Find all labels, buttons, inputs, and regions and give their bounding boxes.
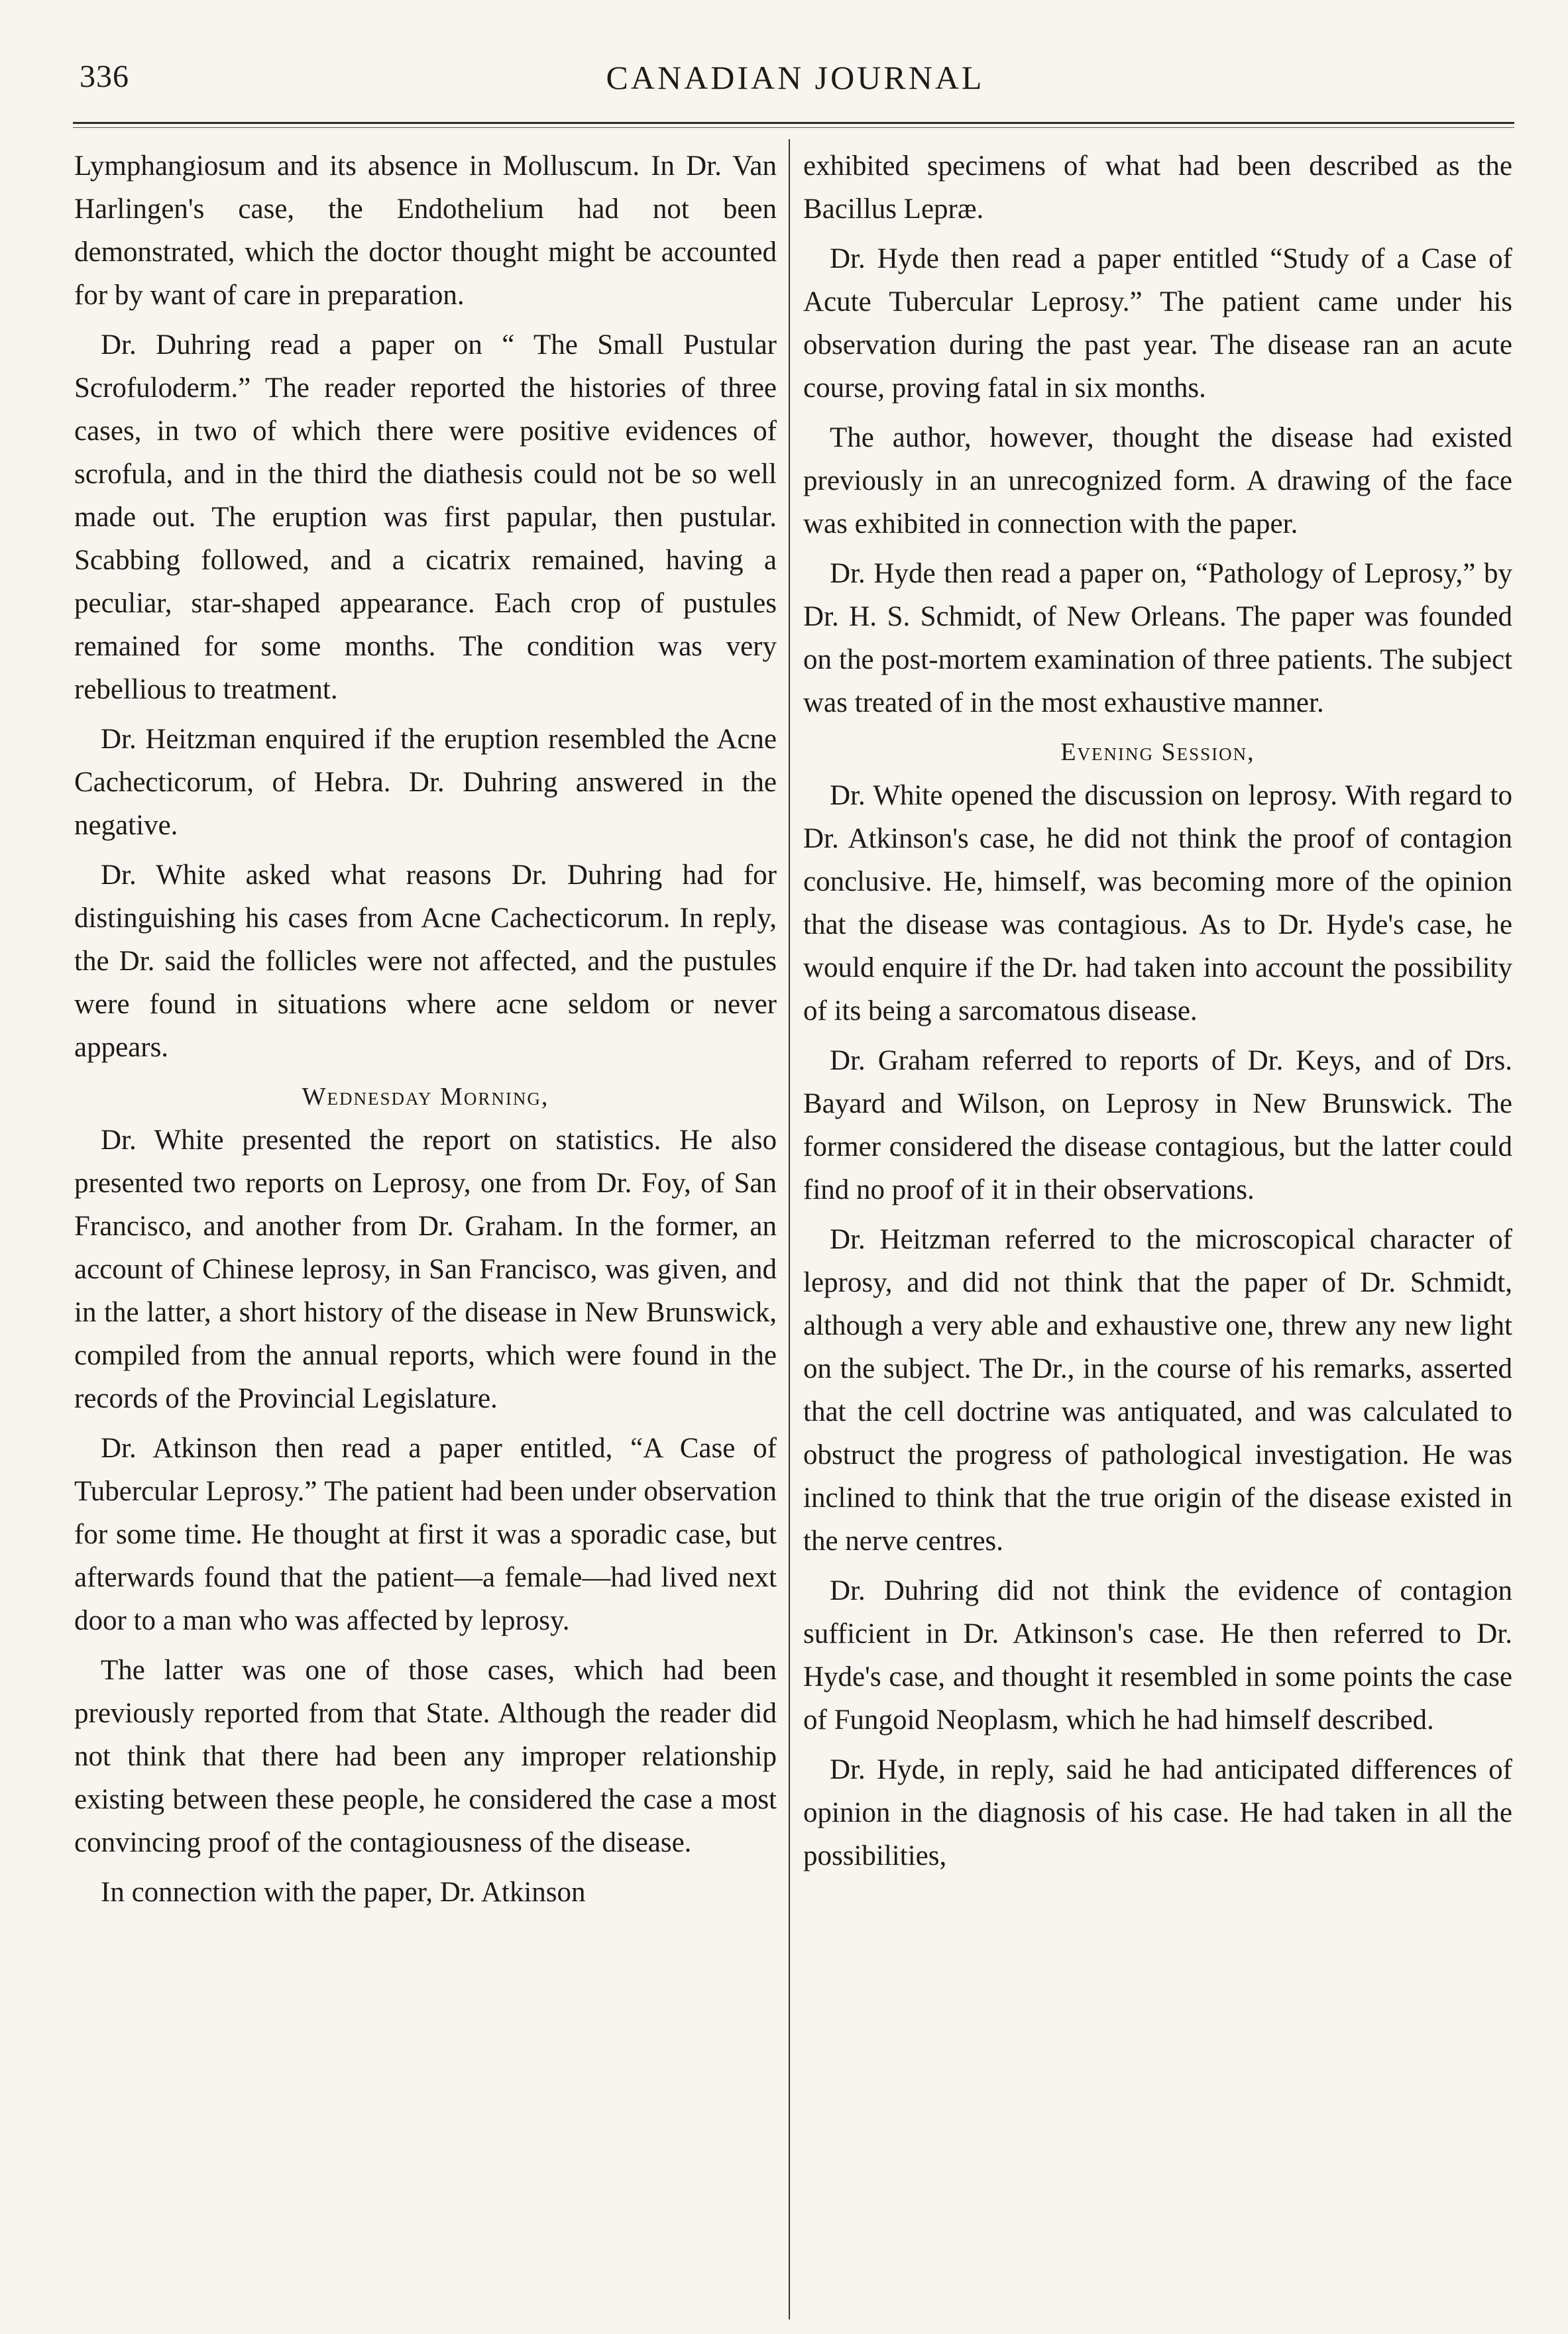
section-heading: Evening Session, bbox=[1060, 738, 1255, 766]
paragraph: The author, however, thought the disease had existed previously in an unrecognized form. A drawing of the face was exhibited in connection with the paper. bbox=[803, 422, 1512, 539]
paragraph: Dr. Atkinson then read a paper entitled, “A Case of Tubercular Leprosy.” The patient had been under observation for some time. He thought at first it was a sporadic case, but afterwards found that the patient—a female—had lived next door to a man who was affected by leprosy. bbox=[74, 1433, 777, 1636]
left-column bbox=[74, 144, 777, 2318]
paragraph: Dr. White opened the discussion on leprosy. With regard to Dr. Atkinson's case, he did not think the proof of contagion conclusive. He, himself, was becoming more of the opinion that the disease was contagious. As to Dr. Hyde's case, he would enquire if the Dr. had taken into account the possibility of its being a sarcomatous disease. bbox=[803, 780, 1512, 1027]
page-header bbox=[80, 58, 1511, 111]
paragraph: Dr. White presented the report on statistics. He also presented two reports on Leprosy, one from Dr. Foy, of San Francisco, and another from Dr. Graham. In the former, an account of Chinese leprosy, in San Francisco, was given, and in the latter, a short history of the disease in New Brunswick, compiled from the annual reports, which were found in the records of the Provincial Legislature. bbox=[74, 1125, 777, 1414]
paragraph: Dr. Heitzman enquired if the eruption resembled the Acne Cachecticorum, of Hebra. Dr. Duhring answered in the negative. bbox=[74, 724, 777, 841]
paragraph: Lymphangiosum and its absence in Molluscum. In Dr. Van Harlingen's case, the Endothelium had not been demonstrated, which the doctor thought might be accounted for by want of care in preparation. bbox=[74, 150, 777, 311]
paragraph: exhibited specimens of what had been described as the Bacillus Lepræ. bbox=[803, 150, 1512, 225]
paragraph: Dr. Graham referred to reports of Dr. Keys, and of Drs. Bayard and Wilson, on Leprosy in New Brunswick. The former considered the disease contagious, but the latter could find no proof of it in their observations. bbox=[803, 1045, 1512, 1205]
column-divider bbox=[789, 139, 790, 2319]
paragraph: The latter was one of those cases, which had been previously reported from that State. Although the reader did not think that there had been any improper relationship existing between these people, he considered the case a most convincing proof of the contagiousness of the disease. bbox=[74, 1655, 777, 1858]
header-rule-thin bbox=[73, 127, 1514, 128]
paragraph: Dr. Heitzman referred to the microscopical character of leprosy, and did not think that the paper of Dr. Schmidt, although a very able and exhaustive one, threw any new light on the subject. The Dr., in the course of his remarks, asserted that the cell doctrine was antiquated, and was calculated to obstruct the progress of pathological investigation. He was inclined to think that the true origin of the disease existed in the nerve centres. bbox=[803, 1224, 1512, 1557]
paragraph: Dr. Duhring read a paper on “ The Small Pustular Scrofuloderm.” The reader reported the histories of three cases, in two of which there were positive evidences of scrofula, and in the third the diathesis could not be so well made out. The eruption was first papular, then pustular. Scabbing followed, and a cicatrix remained, having a peculiar, star-shaped appearance. Each crop of pustules remained for some months. The condition was very rebellious to treatment. bbox=[74, 329, 777, 705]
running-title: CANADIAN JOURNAL bbox=[606, 59, 985, 96]
paragraph: Dr. Hyde, in reply, said he had anticipated differences of opinion in the diagnosis of his case. He had taken in all the possibilities, bbox=[803, 1754, 1512, 1871]
paragraph: Dr. Hyde then read a paper entitled “Study of a Case of Acute Tubercular Leprosy.” The patient came under his observation during the past year. The disease ran an acute course, proving fatal in six months. bbox=[803, 243, 1512, 404]
right-column bbox=[803, 144, 1512, 2318]
page-number: 336 bbox=[80, 59, 129, 94]
paragraph: Dr. White asked what reasons Dr. Duhring had for distinguishing his cases from Acne Cachecticorum. In reply, the Dr. said the follicles were not affected, and the pustules were found in situations where acne seldom or never appears. bbox=[74, 860, 777, 1063]
paragraph: Dr. Duhring did not think the evidence of contagion sufficient in Dr. Atkinson's case. He then referred to Dr. Hyde's case, and thought it resembled in some points the case of Fungoid Neoplasm, which he had himself described. bbox=[803, 1575, 1512, 1736]
header-rule bbox=[73, 122, 1514, 124]
paragraph: In connection with the paper, Dr. Atkinson bbox=[101, 1877, 586, 1908]
section-heading: Wednesday Morning, bbox=[302, 1083, 549, 1111]
paragraph: Dr. Hyde then read a paper on, “Pathology of Leprosy,” by Dr. H. S. Schmidt, of New Orleans. The paper was founded on the post-mortem examination of three patients. The subject was treated of in the most exhaustive manner. bbox=[803, 558, 1512, 718]
